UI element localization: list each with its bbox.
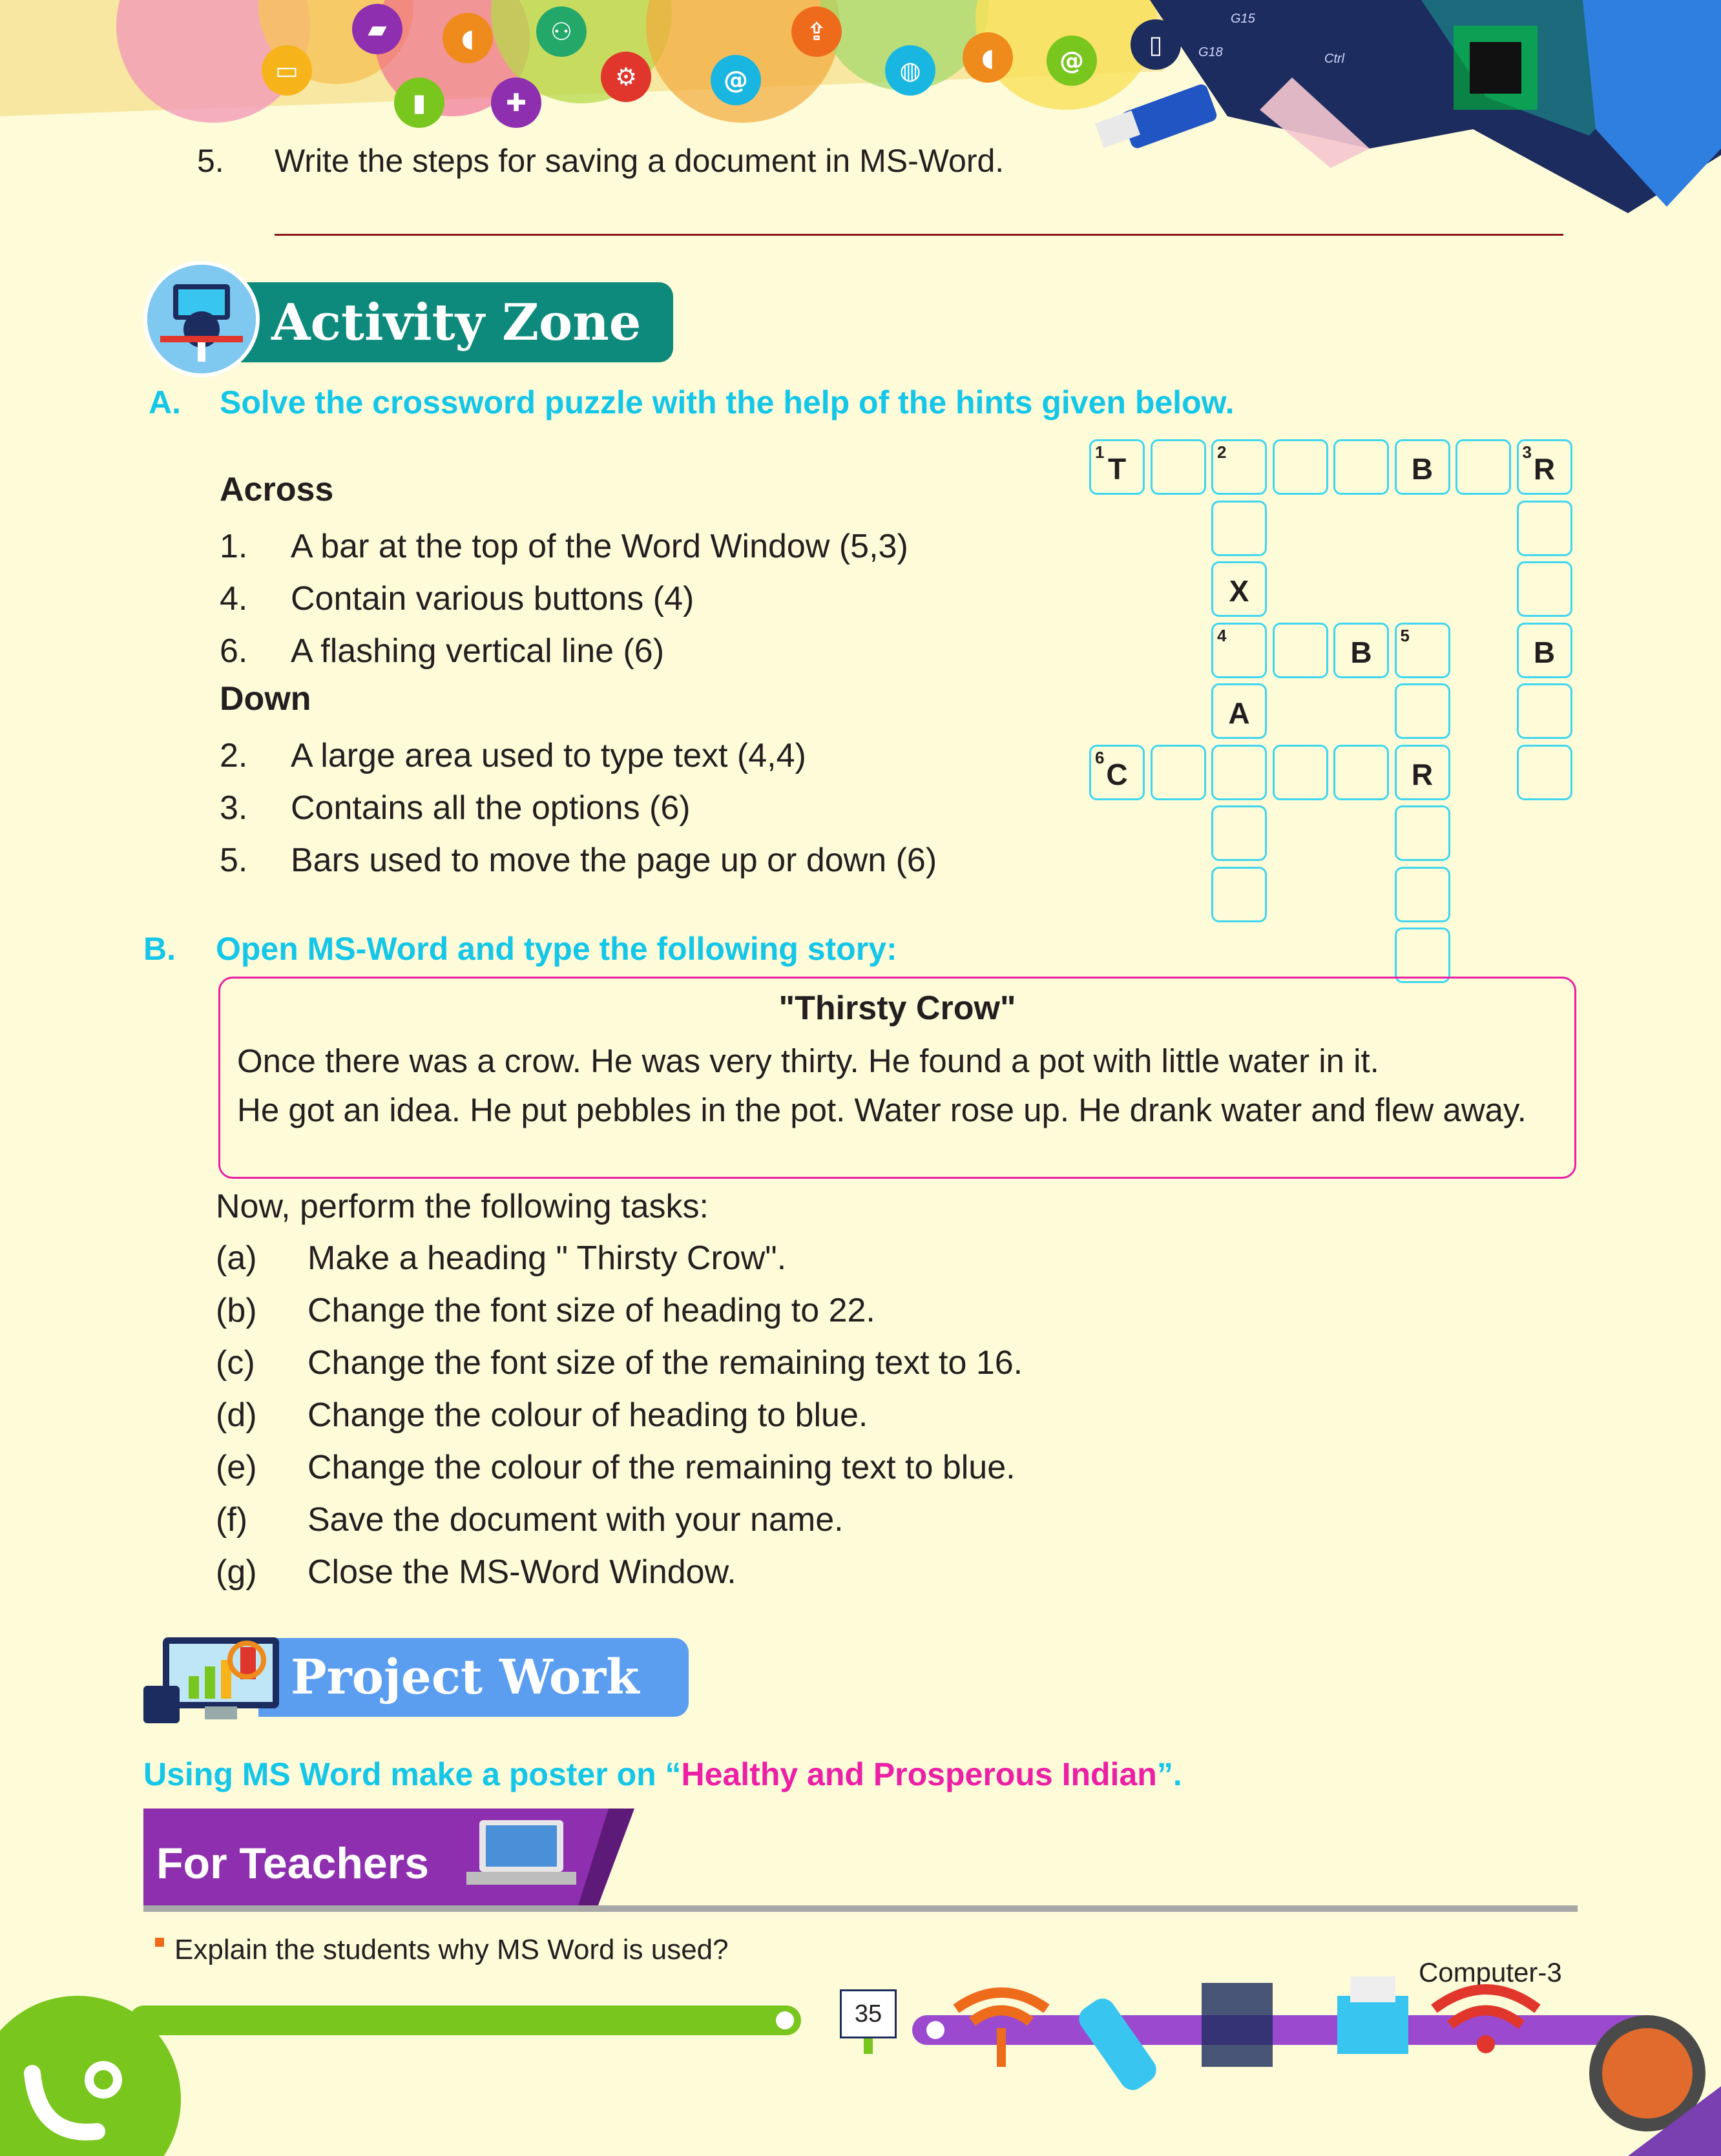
clue-text: A bar at the top of the Word Window (5,3) <box>291 528 908 565</box>
task-letter: (c) <box>216 1344 255 1382</box>
crossword-clue-number: 2 <box>1217 442 1227 462</box>
task-text: Close the MS-Word Window. <box>308 1553 736 1591</box>
crossword-cell <box>1395 439 1450 495</box>
clue-row <box>220 573 1059 625</box>
project-work-title: Project Work <box>258 1638 689 1717</box>
crossword-letter: C <box>1106 757 1128 791</box>
monitor-icon: ▭ <box>262 45 312 96</box>
task-row <box>216 1389 1249 1442</box>
crossword-cell <box>1395 683 1450 739</box>
task-text: Save the document with your name. <box>308 1501 844 1539</box>
project-text-prefix: Using MS Word make a poster on “ <box>143 1756 682 1792</box>
task-letter: (b) <box>216 1292 257 1329</box>
tasks-intro: Now, perform the following tasks: <box>216 1188 709 1225</box>
section-a-heading: Solve the crossword puzzle with the help of the hints given below. <box>220 384 1235 420</box>
task-text: Change the colour of the remaining text to blue. <box>308 1449 1016 1486</box>
crossword-clue-number: 1 <box>1095 442 1105 462</box>
project-text-suffix: ”. <box>1156 1756 1182 1792</box>
globe-icon: ◍ <box>885 45 935 96</box>
crossword-letter: T <box>1107 452 1127 486</box>
crossword-cell <box>1395 928 1450 983</box>
task-letter: (g) <box>216 1553 257 1591</box>
crossword-cell <box>1211 623 1267 678</box>
project-work-text <box>143 1756 1182 1793</box>
for-teachers-badge <box>143 1809 634 1912</box>
clue-text: A large area used to type text (4,4) <box>291 737 806 774</box>
task-text: Change the colour of heading to blue. <box>308 1396 868 1434</box>
crossword-cell <box>1089 745 1145 800</box>
crossword-letter: B <box>1533 635 1556 669</box>
crossword-cell <box>1333 623 1389 678</box>
at-sign-icon-2: @ <box>1047 36 1097 86</box>
story-paragraph-2: He got an idea. He put pebbles in the pot. Water rose up. He drank water and flew away. <box>237 1092 1527 1128</box>
clue-number: 3. <box>220 789 248 827</box>
crossword-cell <box>1333 439 1389 495</box>
clue-number: 2. <box>220 737 248 774</box>
clue-text: Bars used to move the page up or down (6) <box>291 842 937 879</box>
crossword-cell <box>1517 561 1572 617</box>
section-b-label: B. <box>143 931 176 967</box>
gamepad-icon: ✚ <box>491 78 541 128</box>
task-letter: (a) <box>216 1239 257 1277</box>
task-letter: (d) <box>216 1396 257 1434</box>
activity-zone-icon <box>143 261 260 377</box>
crossword-grid <box>1089 439 1580 969</box>
crossword-letter: B <box>1411 452 1434 486</box>
clue-number: 6. <box>220 632 248 670</box>
crossword-clue-number: 6 <box>1095 747 1105 767</box>
crossword-clue-number: 4 <box>1217 625 1227 645</box>
task-row <box>216 1546 1249 1599</box>
crossword-cell <box>1517 745 1572 800</box>
teachers-divider <box>143 1905 1578 1912</box>
crossword-cell <box>1395 805 1450 861</box>
crossword-cell <box>1517 623 1572 678</box>
section-a-label: A. <box>149 384 181 420</box>
crossword-cell <box>1273 745 1328 800</box>
across-heading: Across <box>220 471 334 508</box>
clue-number: 5. <box>220 842 248 879</box>
crossword-letter: B <box>1350 635 1372 669</box>
chart-icon: ▯ <box>1131 19 1181 70</box>
crossword-cell <box>1211 683 1267 739</box>
crossword-cell <box>1273 623 1328 678</box>
crossword-cell <box>1211 867 1267 922</box>
crossword-cell <box>1211 805 1267 861</box>
upload-icon: ⇪ <box>791 6 842 57</box>
clue-number: 1. <box>220 528 248 565</box>
crossword-cell <box>1517 683 1572 739</box>
crossword-cell <box>1455 439 1511 495</box>
crossword-cell <box>1517 501 1572 556</box>
crossword-letter: A <box>1228 696 1250 730</box>
mouse-icon-2: ◖ <box>963 32 1013 83</box>
top-banner <box>0 0 1721 213</box>
clue-text: Contains all the options (6) <box>291 789 691 827</box>
book-name: Computer-3 <box>1419 1957 1562 1987</box>
at-sign-icon: @ <box>711 55 761 105</box>
question-text: Write the steps for saving a document in MS-Word. <box>275 143 1005 179</box>
task-row <box>216 1494 1249 1546</box>
crossword-cell <box>1273 439 1328 495</box>
question-number: 5. <box>197 143 224 179</box>
task-row <box>216 1442 1249 1494</box>
task-text: Change the font size of the remaining text to 16. <box>308 1344 1023 1382</box>
project-work-icon <box>143 1634 292 1725</box>
clue-row <box>220 782 1059 834</box>
task-row <box>216 1337 1249 1389</box>
clue-number: 4. <box>220 580 248 617</box>
project-text-highlight: Healthy and Prosperous Indian <box>681 1756 1157 1792</box>
crossword-cell <box>1395 867 1450 922</box>
crossword-cell <box>1395 745 1450 800</box>
clue-row <box>220 730 1059 782</box>
crossword-cell <box>1395 623 1450 678</box>
answer-line <box>275 234 1563 236</box>
clue-row <box>220 625 1059 678</box>
crossword-cell <box>1333 745 1389 800</box>
key-g18: G18 <box>1198 45 1223 59</box>
clue-row <box>220 521 1059 573</box>
activity-zone-title: Activity Zone <box>233 282 673 362</box>
teacher-bullet-text: Explain the students why MS Word is used? <box>174 1934 729 1965</box>
folder-icon: ▰ <box>352 4 402 54</box>
task-text: Change the font size of heading to 22. <box>308 1292 875 1329</box>
bullet-icon <box>155 1938 164 1947</box>
clue-text: A flashing vertical line (6) <box>291 632 665 670</box>
section-b-heading: Open MS-Word and type the following story: <box>216 931 897 967</box>
crossword-cell <box>1211 439 1267 495</box>
down-clues <box>220 730 1059 887</box>
story-box <box>218 977 1576 1179</box>
mouse-icon: ◖ <box>443 13 493 63</box>
crossword-cell <box>1151 745 1206 800</box>
task-letter: (e) <box>216 1449 257 1486</box>
crossword-letter: X <box>1229 574 1249 608</box>
tasks-list <box>216 1232 1249 1599</box>
crossword-cell <box>1211 501 1267 556</box>
task-row <box>216 1232 1249 1285</box>
clue-row <box>220 834 1059 887</box>
crossword-letter: R <box>1411 757 1434 791</box>
page-number-stand <box>864 2038 873 2054</box>
network-users-icon: ⚇ <box>536 6 587 57</box>
for-teachers-title: For Teachers <box>156 1839 430 1888</box>
crossword-cell <box>1151 439 1206 495</box>
story-title: "Thirsty Crow" <box>778 990 1016 1027</box>
crossword-letter: R <box>1533 452 1556 486</box>
story-paragraph-1: Once there was a crow. He was very thirty. He found a pot with little water in it. <box>237 1042 1379 1079</box>
down-heading: Down <box>220 680 311 718</box>
crossword-clue-number: 5 <box>1400 625 1410 645</box>
clue-text: Contain various buttons (4) <box>291 580 694 617</box>
crossword-clue-number: 3 <box>1522 442 1532 462</box>
key-g15: G15 <box>1231 12 1255 26</box>
crossword-cell <box>1211 561 1267 617</box>
page-number: 35 <box>840 1989 897 2038</box>
across-clues <box>220 521 1059 678</box>
key-ctrl: Ctrl <box>1324 52 1345 66</box>
banner-background <box>0 0 1721 213</box>
crossword-cell <box>1517 439 1572 495</box>
task-letter: (f) <box>216 1501 248 1539</box>
bar-chart-icon: ▮ <box>394 78 444 128</box>
settings-gears-icon: ⚙ <box>601 52 651 102</box>
task-row <box>216 1285 1249 1337</box>
crossword-cell <box>1089 439 1145 495</box>
task-text: Make a heading " Thirsty Crow". <box>308 1239 787 1277</box>
question-5 <box>197 142 1360 181</box>
crossword-cell <box>1211 745 1267 800</box>
